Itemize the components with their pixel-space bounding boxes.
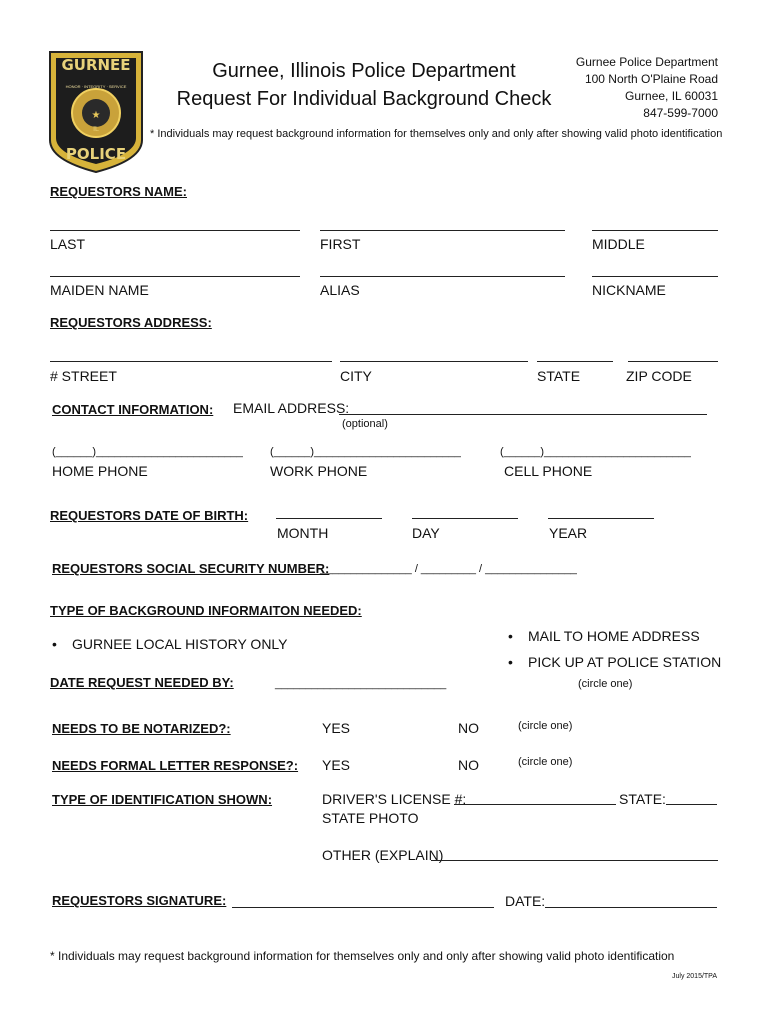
date-needed-field[interactable]: ____________________________	[275, 678, 447, 690]
contact-heading: CONTACT INFORMATION:	[52, 402, 214, 417]
title-line-1: Gurnee, Illinois Police Department	[212, 60, 516, 82]
year-label: YEAR	[549, 525, 588, 541]
dept-street: 100 North O'Plaine Road	[584, 72, 718, 86]
signature-field[interactable]	[232, 907, 494, 908]
work-phone-label: WORK PHONE	[270, 463, 368, 479]
day-label: DAY	[412, 525, 440, 541]
ssn-heading: REQUESTORS SOCIAL SECURITY NUMBER:	[52, 561, 330, 576]
badge-motto: HONOR · INTEGRITY · SERVICE	[65, 84, 127, 89]
revision-date: July 2015/TPA	[672, 973, 718, 980]
dept-phone: 847-599-7000	[643, 106, 718, 120]
signature-date-label: DATE:	[505, 893, 546, 909]
footer-note: * Individuals may request background information for themselves only and only after showing valid photo identification	[50, 949, 675, 963]
state-field[interactable]	[537, 361, 613, 362]
type-circle-note: (circle one)	[578, 678, 633, 690]
email-field[interactable]	[339, 414, 707, 415]
svg-text:★: ★	[91, 110, 101, 121]
dob-year-field[interactable]	[548, 518, 654, 519]
notarized-circle-note: (circle one)	[518, 720, 573, 732]
first-name-field[interactable]	[320, 230, 565, 231]
signature-date-field[interactable]	[545, 907, 717, 908]
other-explain-field[interactable]	[431, 860, 718, 861]
middle-name-field[interactable]	[592, 230, 718, 231]
cell-phone-label: CELL PHONE	[504, 463, 593, 479]
street-field[interactable]	[50, 361, 332, 362]
dept-name: Gurnee Police Department	[575, 55, 718, 69]
formal-heading: NEEDS FORMAL LETTER RESPONSE?:	[52, 758, 299, 773]
formal-no[interactable]: NO	[458, 757, 479, 773]
date-needed-heading: DATE REQUEST NEEDED BY:	[50, 675, 234, 690]
work-phone-field[interactable]: (______)________________________	[270, 446, 461, 458]
notarized-yes[interactable]: YES	[322, 720, 351, 736]
signature-heading: REQUESTORS SIGNATURE:	[52, 893, 227, 908]
street-label: # STREET	[50, 368, 117, 384]
badge-state: IL	[93, 126, 99, 133]
ssn-field[interactable]: _______________ / _________ / _______________	[320, 563, 577, 575]
license-label: DRIVER'S LICENSE #:	[322, 791, 467, 807]
badge-top-text: GURNEE	[61, 56, 131, 74]
city-field[interactable]	[340, 361, 528, 362]
alias-label: ALIAS	[320, 282, 360, 298]
dob-day-field[interactable]	[412, 518, 518, 519]
optional-note: (optional)	[342, 418, 388, 430]
id-heading: TYPE OF IDENTIFICATION SHOWN:	[52, 792, 273, 807]
formal-circle-note: (circle one)	[518, 756, 573, 768]
license-state-label: STATE:	[619, 791, 666, 807]
nickname-field[interactable]	[592, 276, 718, 277]
maiden-name-field[interactable]	[50, 276, 300, 277]
cell-phone-field[interactable]: (______)________________________	[500, 446, 691, 458]
city-label: CITY	[340, 368, 372, 384]
zip-field[interactable]	[628, 361, 718, 362]
header-note: * Individuals may request background information for themselves only and only after showing valid photo identification	[150, 128, 723, 140]
email-label: EMAIL ADDRESS:	[233, 400, 350, 416]
state-label: STATE	[537, 368, 581, 384]
dob-heading: REQUESTORS DATE OF BIRTH:	[50, 508, 249, 523]
title-line-2: Request For Individual Background Check	[176, 88, 552, 110]
dept-city: Gurnee, IL 60031	[625, 89, 718, 103]
first-label: FIRST	[320, 236, 361, 252]
police-badge-logo	[46, 48, 146, 174]
option-local-history[interactable]: • GURNEE LOCAL HISTORY ONLY	[72, 636, 288, 652]
option-mail-home[interactable]: • MAIL TO HOME ADDRESS	[528, 628, 700, 644]
nickname-label: NICKNAME	[592, 282, 666, 298]
month-label: MONTH	[277, 525, 329, 541]
option-pickup[interactable]: • PICK UP AT POLICE STATION	[528, 654, 721, 670]
formal-yes[interactable]: YES	[322, 757, 351, 773]
middle-label: MIDDLE	[592, 236, 645, 252]
state-photo-label: STATE PHOTO	[322, 810, 419, 826]
maiden-label: MAIDEN NAME	[50, 282, 149, 298]
other-label: OTHER (EXPLAIN)	[322, 847, 444, 863]
dob-month-field[interactable]	[276, 518, 382, 519]
license-field[interactable]	[454, 804, 616, 805]
zip-label: ZIP CODE	[626, 368, 692, 384]
address-heading: REQUESTORS ADDRESS:	[50, 315, 212, 330]
home-phone-field[interactable]: (______)________________________	[52, 446, 243, 458]
home-phone-label: HOME PHONE	[52, 463, 148, 479]
badge-bottom-text: POLICE	[65, 145, 127, 163]
last-label: LAST	[50, 236, 86, 252]
notarized-no[interactable]: NO	[458, 720, 479, 736]
type-heading: TYPE OF BACKGROUND INFORMAITON NEEDED:	[50, 603, 362, 618]
last-name-field[interactable]	[50, 230, 300, 231]
notarized-heading: NEEDS TO BE NOTARIZED?:	[52, 721, 231, 736]
license-state-field[interactable]	[666, 804, 717, 805]
alias-field[interactable]	[320, 276, 565, 277]
name-heading: REQUESTORS NAME:	[50, 184, 187, 199]
